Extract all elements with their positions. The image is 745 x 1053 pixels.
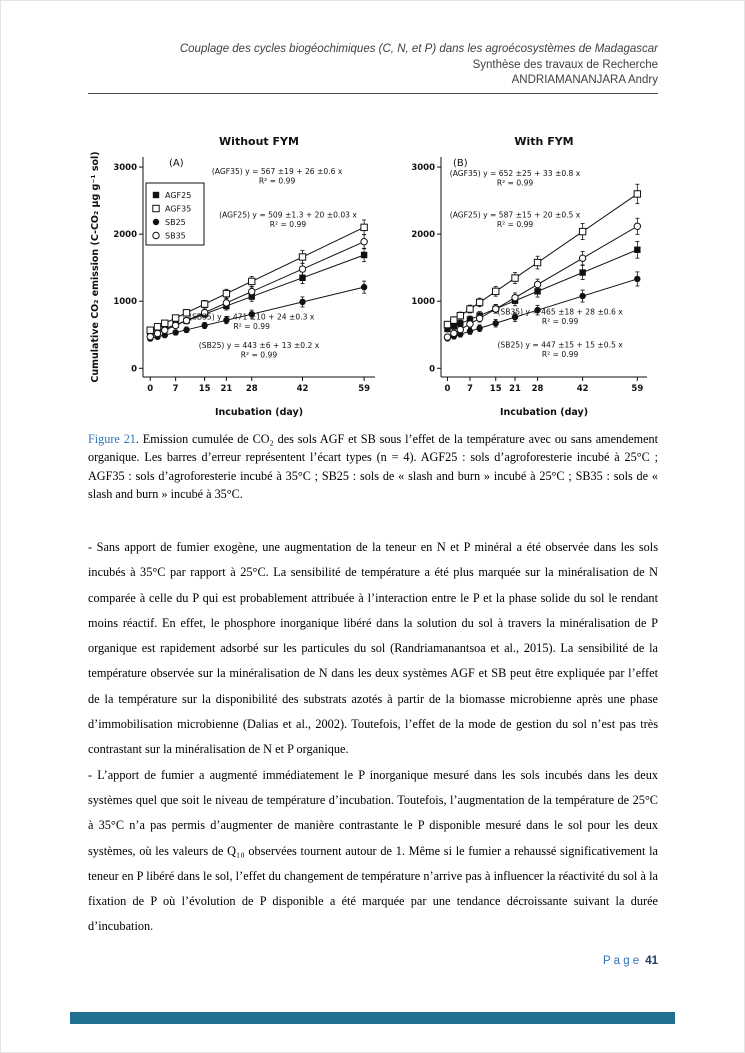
svg-text:0: 0 — [444, 384, 451, 394]
chart-with-fym — [405, 133, 657, 425]
svg-text:2000: 2000 — [411, 230, 435, 241]
svg-text:R² = 0.99: R² = 0.99 — [233, 321, 270, 331]
svg-text:R² = 0.99: R² = 0.99 — [240, 350, 278, 360]
svg-text:Incubation (day): Incubation (day) — [214, 407, 304, 418]
svg-text:15: 15 — [489, 384, 502, 394]
footer-bar — [70, 1012, 675, 1024]
page-footer — [88, 955, 658, 967]
body-paragraph-1: - Sans apport de fumier exogène, une augmentation de la teneur en N et P minéral a été observée dans les sols incubés à 35°C par rapport à 25°C. La sensibilité de température a été plus marquée sur la minéralisation de N comparée à celle du P qui est probablement attribuée à l’interaction entre le P et la phase solide du sol le rendant moins réactif. En effet, le phosphore inorganique libéré dans la solution du sol à travers la minéralisation de P organique est rapidement adsorbé sur les particules du sol (Randriamanantsoa et al., 2015). La sensibilité de la température observée sur la minéralisation de N dans les deux systèmes AGF et SB peut être expliquée par l’effet de la température sur la disponibilité des substrats azotés à partir de la biomasse microbienne après une phase d’immobilisation microbienne (Dalias et al., 2002). Toutefois, l’effet de la mode de gestion du sol n’est pas très contrastant sur la minéralisation de N et P organique. — [88, 540, 658, 757]
svg-text:7: 7 — [172, 384, 179, 394]
svg-text:(B): (B) — [453, 158, 468, 169]
svg-text:R² = 0.99: R² = 0.99 — [269, 219, 307, 229]
svg-text:42: 42 — [576, 384, 589, 394]
svg-text:21: 21 — [220, 384, 233, 394]
svg-text:(AGF25) y = 587 ±15 + 20 ±0.5: (AGF25) y = 587 ±15 + 20 ±0.5 x — [449, 210, 581, 220]
header-author: ANDRIAMANANJARA Andry — [511, 74, 658, 86]
svg-text:AGF35: AGF35 — [165, 204, 192, 214]
svg-text:(SB35) y = 471 ±10 + 24 ±0.3 x: (SB35) y = 471 ±10 + 24 ±0.3 x — [189, 312, 315, 322]
svg-text:(SB35) y = 465 ±18 + 28 ±0.6 x: (SB35) y = 465 ±18 + 28 ±0.6 x — [497, 307, 623, 317]
svg-text:28: 28 — [531, 384, 544, 394]
svg-text:(AGF35) y = 567 ±19 + 26 ±0.6: (AGF35) y = 567 ±19 + 26 ±0.6 x — [211, 166, 343, 176]
svg-text:0: 0 — [147, 384, 154, 394]
figure-caption-text: . Emission cumulée de CO₂ des sols AGF et SB sous l’effet de la température avec ou sans amendement organique. Les barres d’erreur représentent l’écart types (n = 4). AGF25 : sols d’agroforesterie incubé à 25°C ; AGF35 : sols d’agroforesterie incubé à 35°C ; SB25 : sols de « slash and burn » incubé à 25°C ; SB35 : sols de « slash and burn » incubé à 35°C. — [88, 432, 659, 501]
figure-21 — [87, 133, 657, 425]
header-subtitle: Synthèse des travaux de Recherche — [472, 58, 658, 71]
svg-text:28: 28 — [245, 384, 258, 394]
svg-text:7: 7 — [467, 384, 473, 394]
svg-text:R² = 0.99: R² = 0.99 — [496, 219, 534, 229]
svg-text:(AGF25) y = 509 ±1.3 + 20 ±0.0: (AGF25) y = 509 ±1.3 + 20 ±0.03 x — [219, 210, 357, 220]
header-divider — [88, 93, 658, 94]
svg-text:42: 42 — [296, 384, 309, 394]
body-text — [88, 535, 658, 940]
svg-text:1000: 1000 — [113, 297, 137, 308]
svg-text:R² = 0.99: R² = 0.99 — [541, 349, 579, 359]
svg-text:R² = 0.99: R² = 0.99 — [258, 176, 296, 186]
svg-text:21: 21 — [509, 384, 521, 394]
svg-text:SB25: SB25 — [165, 218, 186, 227]
figure-reference[interactable]: Figure 21 — [88, 432, 136, 446]
body-paragraph-2: - L’apport de fumier a augmenté immédiatement le P inorganique mesuré dans les sols incubés dans les deux systèmes quel que soit le niveau de température d’incubation. Toutefois, l’augmentation de la température de 25°C à 35°C n’a pas permis d’augmenter de manière contrastante le P disponible mesuré dans le sol pour les deux systèmes, où les valeurs de Q₁₀ observées tournent autour de 1. Même si le fumier a rehaussé significativement la teneur en P libéré dans le sol, l’effet du changement de température n’arrive pas à influencer la réactivité du sol à la fixation de P où l’évolution de P disponible a été marquée par une tendance décroissante suivant la durée d’incubation. — [88, 767, 658, 934]
svg-text:(AGF35) y = 652 ±25 + 33 ±0.8: (AGF35) y = 652 ±25 + 33 ±0.8 x — [449, 168, 581, 178]
svg-text:Cumulative CO₂ emission (C-CO₂: Cumulative CO₂ emission (C-CO₂ µg g⁻¹ sol) — [90, 151, 101, 383]
page-number: 41 — [645, 955, 658, 967]
svg-text:AGF25: AGF25 — [165, 191, 192, 200]
svg-text:0: 0 — [131, 364, 137, 375]
page-label: P a g e — [602, 955, 640, 967]
svg-text:3000: 3000 — [411, 163, 435, 174]
svg-text:(SB25) y = 447 ±15 + 15 ±0.5 x: (SB25) y = 447 ±15 + 15 ±0.5 x — [497, 340, 623, 350]
svg-text:R² = 0.99: R² = 0.99 — [496, 178, 534, 188]
page-header — [88, 42, 658, 89]
svg-text:2000: 2000 — [113, 230, 137, 241]
svg-text:1000: 1000 — [411, 297, 435, 308]
figure-caption — [88, 430, 658, 503]
svg-text:R² = 0.99: R² = 0.99 — [541, 317, 579, 327]
svg-text:59: 59 — [358, 384, 371, 394]
svg-text:0: 0 — [429, 364, 435, 375]
svg-text:3000: 3000 — [113, 163, 137, 174]
svg-text:(A): (A) — [169, 158, 184, 169]
svg-text:SB35: SB35 — [165, 231, 186, 241]
header-title: Couplage des cycles biogéochimiques (C, N, et P) dans les agroécosystèmes de Madagascar — [179, 43, 658, 55]
svg-text:(SB25) y = 443 ±6 + 13 ±0.2 x: (SB25) y = 443 ±6 + 13 ±0.2 x — [198, 341, 320, 351]
svg-text:Incubation (day): Incubation (day) — [499, 407, 589, 418]
svg-text:59: 59 — [631, 384, 644, 394]
chart-without-fym — [87, 133, 385, 425]
svg-text:With FYM: With FYM — [514, 135, 574, 148]
svg-text:15: 15 — [198, 384, 211, 394]
svg-text:Without FYM: Without FYM — [219, 135, 299, 148]
